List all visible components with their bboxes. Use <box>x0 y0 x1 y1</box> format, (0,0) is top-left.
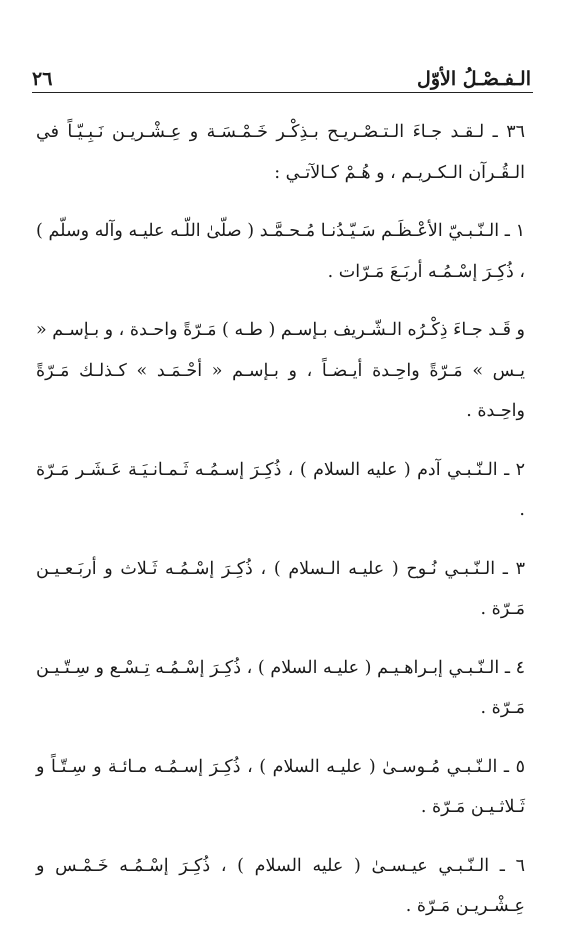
page-header <box>32 58 531 90</box>
paragraph-prophet-ibrahim: ٤ ـ الـنّـبـي إبـراهـيـم ( عليـه السلام ) ، ذُكِـرَ إسْـمُـه تِـسْـع و سِـتّـيـن مَـرّة . <box>36 657 525 718</box>
paragraph-prophet-nuh: ٣ ـ الـنّـبـي نُـوح ( عليـه الـسلام ) ، ذُكِـرَ إسْـمُـه ثَـلاث و أربَـعـيـن مَـرّة . <box>36 558 525 619</box>
paragraph-muhammad-other-names: و قَـد جـاءَ ذِكْـرُه الـشّـريف بـإسـم ( طـه ) مَـرّةً واحـدة ، و بـإسـم « يـس » مَـرّةً واحِـدة أيـضـاً ، و بـإسـم « أحْـمَـد » كـذلـك مَـرّةً واحِـدة . <box>36 320 525 421</box>
paragraph-prophet-musa: ٥ ـ الـنّـبـي مُـوسـىٰ ( عليـه السلام ) ، ذُكِـرَ إسـمُـه مـائـة و سِـتّـاً و ثَـلاثـيـن مَـرّة . <box>36 756 525 817</box>
paragraph-prophet-muhammad: ١ ـ الـنّـبـيّ الأعْـظَـم سَـيّـدُنـا مُـحـمَّـد ( صلّىٰ اللّـه عليـه وآله وسلّم ) ، ذُكِـرَ إسْـمُـه أربَـعَ مَـرّات . <box>36 221 525 282</box>
chapter-title: الـفـصْـلُ الأوّل <box>417 68 531 90</box>
header-divider <box>32 92 533 93</box>
paragraph-intro: ٣٦ ـ لـقـد جـاءَ الـتـصْـريـح بـذِكْـر خَـمْـسَـة و عِـشْـريـن نَـبِـيّـاً في الـقُـرآن الـكـريـم ، و هُـمْ كـالآتـي : <box>36 122 525 183</box>
paragraph-prophet-adam: ٢ ـ الـنّـبـي آدم ( عليه السلام ) ، ذُكِـرَ إسـمُـه ثَـمـانـيَـة عَـشَـر مَـرّة . <box>36 459 525 520</box>
page-number: ٢٦ <box>32 68 53 90</box>
paragraph-prophet-isa: ٦ ـ الـنّـبـي عيـسـىٰ ( عليه السلام ) ، ذُكِـرَ إسْـمُـه خَـمْـس و عِـشْـريـن مَـرّة . <box>36 855 525 916</box>
page-body <box>36 112 525 916</box>
